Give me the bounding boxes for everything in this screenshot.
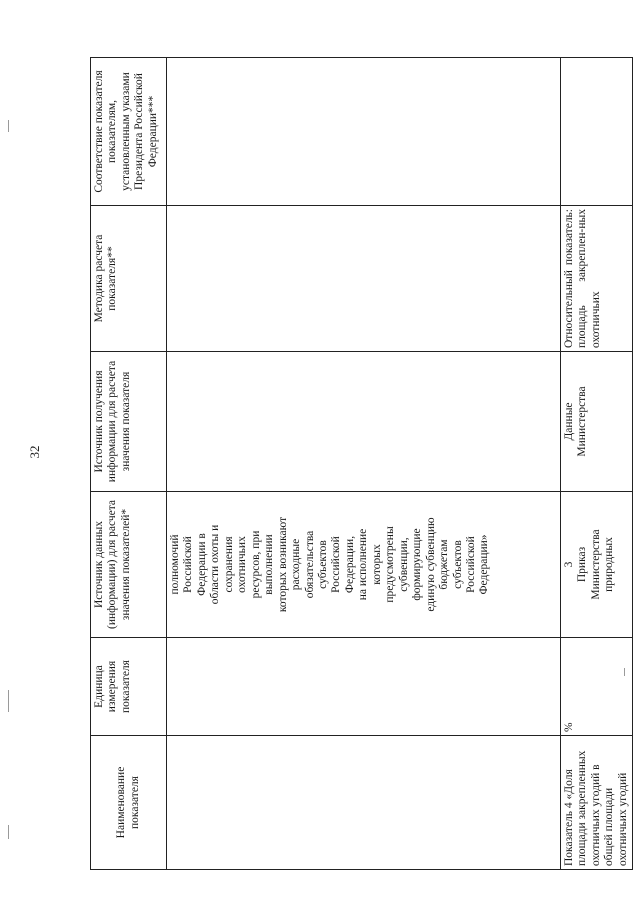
table-row	[167, 58, 561, 870]
indicator-4-info-source: Данные Министерства	[561, 352, 633, 492]
cell-decree-compliance	[167, 58, 561, 206]
header-method: Методика расчета показателя**	[91, 206, 167, 352]
header-indicator-name: Наименование показателя	[91, 736, 167, 870]
header-decree-compliance: Соответствие показателя показателям, установленным указами Президента Российской Федерации***	[91, 58, 167, 206]
indicator-4-data-source: 3 Приказ Министерства природных	[561, 492, 633, 638]
indicator-4-method: Относительный показатель: площадь закреплен-ных охотничьих	[561, 206, 633, 352]
margin-mark	[8, 120, 9, 132]
indicator-4-name: Показатель 4 «Доля площади закрепленных охотничьих угодий в общей площади охотничьих угодий	[561, 736, 633, 870]
indicator-4-decree-compliance	[561, 58, 633, 206]
cell-data-source: полномочий Российской Федерации в области охоты и сохранения охотничьих ресурсов, при выполнении которых возникают расходные обязательства субъектов Российской Федерации, на исполнение которых предусмотрены субвенции, формирующие единую субвенцию бюджетам субъектов Российской Федерации»	[167, 492, 561, 638]
cell-indicator-name	[167, 736, 561, 870]
margin-mark	[8, 825, 9, 839]
header-unit: Единица измерения показателя	[91, 638, 167, 736]
page-number: 32	[27, 445, 42, 459]
cell-unit	[167, 638, 561, 736]
table-row	[561, 58, 633, 870]
margin-mark	[8, 690, 9, 712]
cell-info-source	[167, 352, 561, 492]
cell-method	[167, 206, 561, 352]
indicators-table	[90, 58, 629, 870]
indicator-4-unit: %	[561, 638, 633, 736]
header-data-source: Источник данных (информации) для расчета значения показателей*	[91, 492, 167, 638]
header-info-source: Источник получения информации для расчета значения показателя	[91, 352, 167, 492]
table-header-row	[91, 58, 167, 870]
rotated-table-wrapper	[90, 58, 629, 870]
